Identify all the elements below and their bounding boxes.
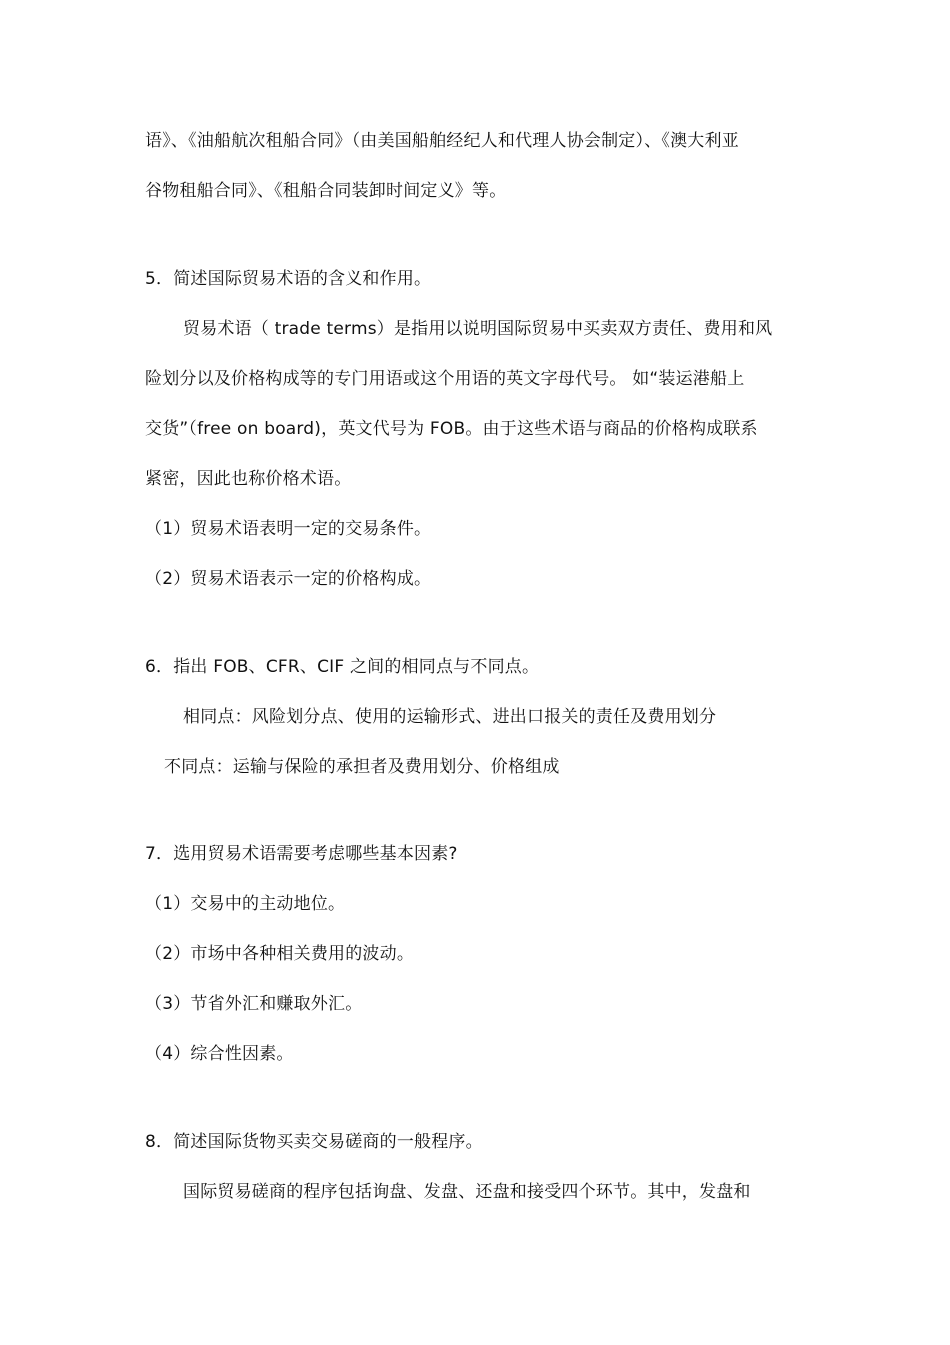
- paragraph-line: 险划分以及价格构成等的专门用语或这个用语的英文字母代号。 如“装运港船上: [145, 369, 745, 389]
- question-heading: 8．简述国际货物买卖交易磋商的一般程序。: [145, 1132, 483, 1152]
- paragraph-line: 贸易术语（ trade terms）是指用以说明国际贸易中买卖双方责任、费用和风: [183, 319, 773, 339]
- question-heading: 5．简述国际贸易术语的含义和作用。: [145, 269, 432, 289]
- paragraph-line: 紧密，因此也称价格术语。: [145, 469, 352, 489]
- list-item: （3）节省外汇和赚取外汇。: [145, 994, 363, 1014]
- list-item: （2）贸易术语表示一定的价格构成。: [145, 569, 432, 589]
- question-heading: 6．指出 FOB、CFR、CIF 之间的相同点与不同点。: [145, 657, 540, 677]
- paragraph-line: 相同点：风险划分点、使用的运输形式、进出口报关的责任及费用划分: [183, 707, 717, 727]
- paragraph-line: 不同点：运输与保险的承担者及费用划分、价格组成: [164, 757, 560, 777]
- list-item: （4）综合性因素。: [145, 1044, 294, 1064]
- paragraph-line: 交货”（free on board)，英文代号为 FOB。由于这些术语与商品的价格构成联系: [145, 419, 758, 439]
- list-item: （1）贸易术语表明一定的交易条件。: [145, 519, 432, 539]
- paragraph-line: 语》、《油船航次租船合同》（由美国船舶经纪人和代理人协会制定）、《澳大利亚: [145, 131, 739, 151]
- paragraph-line: 国际贸易磋商的程序包括询盘、发盘、还盘和接受四个环节。其中，发盘和: [183, 1182, 751, 1202]
- paragraph-line: 谷物租船合同》、《租船合同装卸时间定义》等。: [145, 181, 507, 201]
- question-heading: 7．选用贸易术语需要考虑哪些基本因素?: [145, 844, 458, 864]
- list-item: （2）市场中各种相关费用的波动。: [145, 944, 415, 964]
- list-item: （1）交易中的主动地位。: [145, 894, 346, 914]
